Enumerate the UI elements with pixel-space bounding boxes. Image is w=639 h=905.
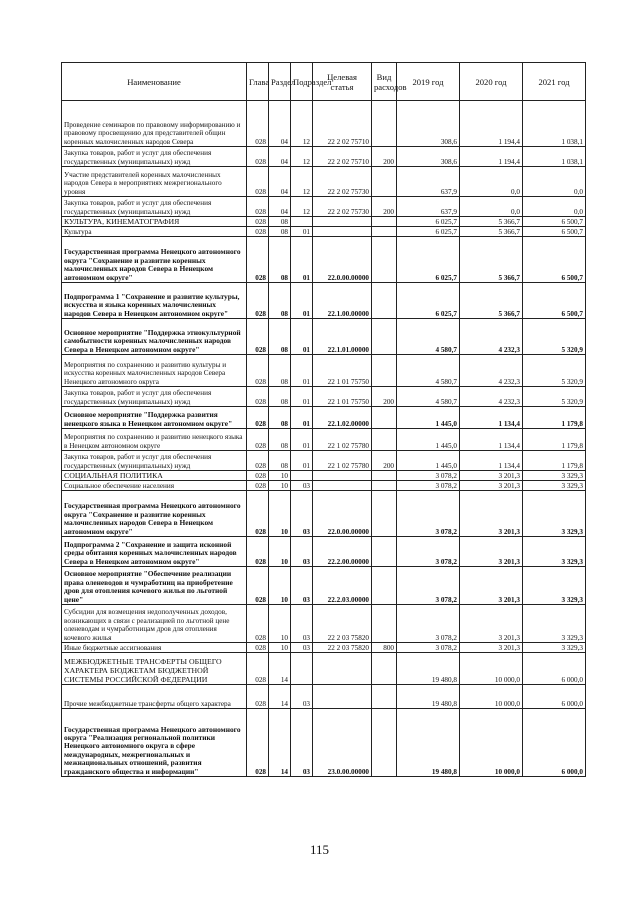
row-name: Мероприятия по сохранению и развитию ненецкого языка в Ненецком автономном округе bbox=[62, 429, 247, 451]
row-name: Участие представителей коренных малочисленных народов Севера в мероприятиях межрегионального уровня bbox=[62, 167, 247, 197]
table-row bbox=[62, 355, 586, 387]
row-celevaya: 22 1 01 75750 bbox=[313, 355, 372, 387]
row-razdel: 04 bbox=[269, 101, 291, 147]
header-glava: Глава bbox=[247, 63, 269, 101]
row-2021: 6 500,7 bbox=[523, 217, 586, 227]
row-vid: 200 bbox=[372, 387, 397, 407]
row-glava: 028 bbox=[247, 643, 269, 653]
row-2021: 3 329,3 bbox=[523, 605, 586, 643]
row-podrazdel bbox=[291, 217, 313, 227]
row-glava: 028 bbox=[247, 167, 269, 197]
row-glava: 028 bbox=[247, 605, 269, 643]
row-podrazdel: 01 bbox=[291, 451, 313, 471]
row-vid bbox=[372, 217, 397, 227]
row-vid bbox=[372, 283, 397, 319]
row-2019: 6 025,7 bbox=[397, 227, 460, 237]
row-celevaya: 22 2 03 75820 bbox=[313, 643, 372, 653]
row-razdel: 04 bbox=[269, 167, 291, 197]
row-vid bbox=[372, 319, 397, 355]
row-razdel: 14 bbox=[269, 653, 291, 685]
row-2019: 6 025,7 bbox=[397, 217, 460, 227]
row-razdel: 10 bbox=[269, 491, 291, 537]
header-razdel: Раздел bbox=[269, 63, 291, 101]
row-razdel: 10 bbox=[269, 643, 291, 653]
row-vid bbox=[372, 429, 397, 451]
table-row bbox=[62, 101, 586, 147]
row-glava: 028 bbox=[247, 355, 269, 387]
row-glava: 028 bbox=[247, 537, 269, 567]
row-celevaya bbox=[313, 217, 372, 227]
row-vid bbox=[372, 653, 397, 685]
row-celevaya: 22 2 02 75710 bbox=[313, 101, 372, 147]
row-razdel: 08 bbox=[269, 283, 291, 319]
row-2019: 3 078,2 bbox=[397, 491, 460, 537]
row-podrazdel: 01 bbox=[291, 283, 313, 319]
row-name: Иные бюджетные ассигнования bbox=[62, 643, 247, 653]
row-vid bbox=[372, 355, 397, 387]
row-name: Государственная программа Ненецкого автономного округа "Сохранение и развитие коренных малочисленных народов Севера в Ненецком автономном округе" bbox=[62, 491, 247, 537]
table-row bbox=[62, 167, 586, 197]
row-2021: 6 000,0 bbox=[523, 709, 586, 777]
row-2021: 5 320,9 bbox=[523, 355, 586, 387]
row-2021: 6 500,7 bbox=[523, 237, 586, 283]
row-2021: 1 179,8 bbox=[523, 429, 586, 451]
row-razdel: 10 bbox=[269, 471, 291, 481]
row-vid bbox=[372, 407, 397, 429]
row-glava: 028 bbox=[247, 147, 269, 167]
row-podrazdel: 01 bbox=[291, 429, 313, 451]
row-2020: 10 000,0 bbox=[460, 685, 523, 709]
row-vid bbox=[372, 605, 397, 643]
row-razdel: 08 bbox=[269, 227, 291, 237]
row-vid: 800 bbox=[372, 643, 397, 653]
row-name: Социальное обеспечение населения bbox=[62, 481, 247, 491]
row-2020: 3 201,3 bbox=[460, 491, 523, 537]
row-glava: 028 bbox=[247, 653, 269, 685]
row-2020: 4 232,3 bbox=[460, 387, 523, 407]
row-podrazdel bbox=[291, 471, 313, 481]
row-podrazdel: 01 bbox=[291, 355, 313, 387]
row-2021: 1 038,1 bbox=[523, 101, 586, 147]
row-glava: 028 bbox=[247, 283, 269, 319]
row-2020: 1 134,4 bbox=[460, 429, 523, 451]
row-celevaya: 22 1 02 75780 bbox=[313, 451, 372, 471]
row-glava: 028 bbox=[247, 567, 269, 605]
row-2021: 0,0 bbox=[523, 167, 586, 197]
row-podrazdel: 01 bbox=[291, 227, 313, 237]
row-podrazdel: 03 bbox=[291, 709, 313, 777]
row-podrazdel: 01 bbox=[291, 319, 313, 355]
row-2021: 3 329,3 bbox=[523, 643, 586, 653]
table-row bbox=[62, 319, 586, 355]
row-podrazdel: 03 bbox=[291, 605, 313, 643]
table-row bbox=[62, 537, 586, 567]
row-vid: 200 bbox=[372, 197, 397, 217]
row-2019: 308,6 bbox=[397, 101, 460, 147]
row-razdel: 08 bbox=[269, 387, 291, 407]
row-razdel: 10 bbox=[269, 567, 291, 605]
row-2021: 1 179,8 bbox=[523, 451, 586, 471]
row-2021: 0,0 bbox=[523, 197, 586, 217]
row-2019: 3 078,2 bbox=[397, 567, 460, 605]
row-2019: 19 480,8 bbox=[397, 653, 460, 685]
row-2021: 1 179,8 bbox=[523, 407, 586, 429]
row-celevaya: 22.0.00.00000 bbox=[313, 491, 372, 537]
row-name: Культура bbox=[62, 227, 247, 237]
row-podrazdel: 03 bbox=[291, 567, 313, 605]
header-2021: 2021 год bbox=[523, 63, 586, 101]
row-name: Основное мероприятие "Поддержка этнокультурной самобытности коренных малочисленных народов Севера в Ненецком автономном округе" bbox=[62, 319, 247, 355]
row-razdel: 04 bbox=[269, 147, 291, 167]
row-podrazdel: 01 bbox=[291, 407, 313, 429]
table-row bbox=[62, 429, 586, 451]
row-2019: 3 078,2 bbox=[397, 643, 460, 653]
row-name: Закупка товаров, работ и услуг для обеспечения государственных (муниципальных) нужд bbox=[62, 387, 247, 407]
row-2019: 3 078,2 bbox=[397, 537, 460, 567]
row-glava: 028 bbox=[247, 481, 269, 491]
row-glava: 028 bbox=[247, 319, 269, 355]
row-glava: 028 bbox=[247, 227, 269, 237]
row-2019: 3 078,2 bbox=[397, 481, 460, 491]
row-razdel: 10 bbox=[269, 481, 291, 491]
row-vid bbox=[372, 685, 397, 709]
row-podrazdel: 12 bbox=[291, 147, 313, 167]
row-2020: 4 232,3 bbox=[460, 355, 523, 387]
row-razdel: 08 bbox=[269, 319, 291, 355]
table-row bbox=[62, 709, 586, 777]
table-row bbox=[62, 407, 586, 429]
row-2020: 3 201,3 bbox=[460, 643, 523, 653]
row-razdel: 08 bbox=[269, 217, 291, 227]
row-razdel: 08 bbox=[269, 429, 291, 451]
row-name: СОЦИАЛЬНАЯ ПОЛИТИКА bbox=[62, 471, 247, 481]
row-vid bbox=[372, 567, 397, 605]
row-2021: 5 320,9 bbox=[523, 387, 586, 407]
row-podrazdel: 03 bbox=[291, 685, 313, 709]
header-podrazdel: Подраздел bbox=[291, 63, 313, 101]
row-vid bbox=[372, 537, 397, 567]
row-2019: 19 480,8 bbox=[397, 685, 460, 709]
row-vid bbox=[372, 101, 397, 147]
row-name: МЕЖБЮДЖЕТНЫЕ ТРАНСФЕРТЫ ОБЩЕГО ХАРАКТЕРА БЮДЖЕТАМ БЮДЖЕТНОЙ СИСТЕМЫ РОССИЙСКОЙ ФЕДЕРАЦИИ bbox=[62, 653, 247, 685]
row-2019: 4 580,7 bbox=[397, 319, 460, 355]
row-celevaya bbox=[313, 227, 372, 237]
row-2021: 6 000,0 bbox=[523, 653, 586, 685]
table-row bbox=[62, 567, 586, 605]
row-2019: 1 445,0 bbox=[397, 451, 460, 471]
table-row bbox=[62, 685, 586, 709]
table-row bbox=[62, 227, 586, 237]
row-2020: 5 366,7 bbox=[460, 283, 523, 319]
row-2019: 308,6 bbox=[397, 147, 460, 167]
row-2019: 6 025,7 bbox=[397, 237, 460, 283]
table-row bbox=[62, 237, 586, 283]
row-name: Основное мероприятие "Поддержка развития ненецкого языка в Ненецком автономном округе" bbox=[62, 407, 247, 429]
row-podrazdel: 03 bbox=[291, 537, 313, 567]
row-2021: 3 329,3 bbox=[523, 481, 586, 491]
row-2021: 3 329,3 bbox=[523, 491, 586, 537]
row-celevaya: 22 1 01 75750 bbox=[313, 387, 372, 407]
row-name: Государственная программа Ненецкого автономного округа "Сохранение и развитие коренных малочисленных народов Севера в Ненецком автономном округе" bbox=[62, 237, 247, 283]
table-row bbox=[62, 605, 586, 643]
row-name: Основное мероприятие "Обеспечение реализации права оленеводов и чумработниц на приобретение дров для отопления кочевого жилья по льготной цене" bbox=[62, 567, 247, 605]
row-2020: 0,0 bbox=[460, 197, 523, 217]
row-vid bbox=[372, 481, 397, 491]
row-2021: 3 329,3 bbox=[523, 471, 586, 481]
table-row bbox=[62, 643, 586, 653]
row-glava: 028 bbox=[247, 387, 269, 407]
row-2019: 3 078,2 bbox=[397, 605, 460, 643]
row-glava: 028 bbox=[247, 217, 269, 227]
row-glava: 028 bbox=[247, 685, 269, 709]
row-2020: 1 194,4 bbox=[460, 101, 523, 147]
header-name: Наименование bbox=[62, 63, 247, 101]
row-celevaya bbox=[313, 481, 372, 491]
row-celevaya: 22.2.00.00000 bbox=[313, 537, 372, 567]
header-row bbox=[62, 63, 586, 101]
page-number: 115 bbox=[309, 842, 330, 857]
row-celevaya: 22 2 02 75730 bbox=[313, 167, 372, 197]
table-row bbox=[62, 197, 586, 217]
row-celevaya: 22 2 02 75730 bbox=[313, 197, 372, 217]
row-celevaya bbox=[313, 471, 372, 481]
row-2019: 19 480,8 bbox=[397, 709, 460, 777]
row-vid bbox=[372, 471, 397, 481]
table-row bbox=[62, 283, 586, 319]
row-celevaya: 22.2.03.00000 bbox=[313, 567, 372, 605]
row-podrazdel: 12 bbox=[291, 101, 313, 147]
row-celevaya: 22 2 02 75710 bbox=[313, 147, 372, 167]
row-name: Субсидии для возмещения недополученных доходов, возникающих в связи с реализацией по льготной цене оленеводам и чумработницам дров для отопления кочевого жилья bbox=[62, 605, 247, 643]
row-name: Проведение семинаров по правовому информированию и правовому просвещению для представителей общин коренных малочисленных народов Севера bbox=[62, 101, 247, 147]
row-name: Прочие межбюджетные трансферты общего характера bbox=[62, 685, 247, 709]
row-vid: 200 bbox=[372, 451, 397, 471]
row-razdel: 08 bbox=[269, 451, 291, 471]
row-2019: 637,9 bbox=[397, 167, 460, 197]
row-name: КУЛЬТУРА, КИНЕМАТОГРАФИЯ bbox=[62, 217, 247, 227]
row-vid bbox=[372, 167, 397, 197]
row-glava: 028 bbox=[247, 491, 269, 537]
row-2020: 1 134,4 bbox=[460, 451, 523, 471]
row-glava: 028 bbox=[247, 197, 269, 217]
row-podrazdel: 12 bbox=[291, 197, 313, 217]
table-row bbox=[62, 481, 586, 491]
row-name: Мероприятия по сохранению и развитию культуры и искусства коренных малочисленных народов Севера Ненецкого автономного округа bbox=[62, 355, 247, 387]
header-vid: Вид расходов bbox=[372, 63, 397, 101]
row-name: Подпрограмма 1 "Сохранение и развитие культуры, искусства и языка коренных малочисленных народов Севера в Ненецком автономном округе" bbox=[62, 283, 247, 319]
row-celevaya: 22.1.02.00000 bbox=[313, 407, 372, 429]
row-podrazdel: 01 bbox=[291, 237, 313, 283]
row-razdel: 10 bbox=[269, 537, 291, 567]
row-name: Закупка товаров, работ и услуг для обеспечения государственных (муниципальных) нужд bbox=[62, 451, 247, 471]
row-2020: 1 194,4 bbox=[460, 147, 523, 167]
row-2019: 4 580,7 bbox=[397, 387, 460, 407]
row-podrazdel: 03 bbox=[291, 491, 313, 537]
row-podrazdel: 12 bbox=[291, 167, 313, 197]
row-celevaya: 22.0.00.00000 bbox=[313, 237, 372, 283]
row-2020: 10 000,0 bbox=[460, 709, 523, 777]
header-2020: 2020 год bbox=[460, 63, 523, 101]
row-2020: 3 201,3 bbox=[460, 537, 523, 567]
row-celevaya: 22.1.01.00000 bbox=[313, 319, 372, 355]
row-glava: 028 bbox=[247, 451, 269, 471]
header-2019: 2019 год bbox=[397, 63, 460, 101]
row-glava: 028 bbox=[247, 407, 269, 429]
row-razdel: 14 bbox=[269, 709, 291, 777]
table-row bbox=[62, 471, 586, 481]
row-2021: 3 329,3 bbox=[523, 567, 586, 605]
row-podrazdel: 01 bbox=[291, 387, 313, 407]
row-2020: 3 201,3 bbox=[460, 567, 523, 605]
row-vid bbox=[372, 237, 397, 283]
row-glava: 028 bbox=[247, 709, 269, 777]
row-2020: 4 232,3 bbox=[460, 319, 523, 355]
row-2021: 1 038,1 bbox=[523, 147, 586, 167]
row-razdel: 08 bbox=[269, 355, 291, 387]
row-2020: 5 366,7 bbox=[460, 237, 523, 283]
row-2020: 3 201,3 bbox=[460, 481, 523, 491]
row-razdel: 04 bbox=[269, 197, 291, 217]
table-row bbox=[62, 451, 586, 471]
table-row bbox=[62, 147, 586, 167]
row-name: Закупка товаров, работ и услуг для обеспечения государственных (муниципальных) нужд bbox=[62, 197, 247, 217]
row-2020: 10 000,0 bbox=[460, 653, 523, 685]
row-glava: 028 bbox=[247, 237, 269, 283]
row-celevaya bbox=[313, 685, 372, 709]
row-2019: 1 445,0 bbox=[397, 407, 460, 429]
row-celevaya: 22 2 03 75820 bbox=[313, 605, 372, 643]
row-2020: 3 201,3 bbox=[460, 471, 523, 481]
table-row bbox=[62, 217, 586, 227]
row-vid bbox=[372, 491, 397, 537]
row-glava: 028 bbox=[247, 101, 269, 147]
row-2020: 3 201,3 bbox=[460, 605, 523, 643]
row-razdel: 08 bbox=[269, 237, 291, 283]
table-row bbox=[62, 653, 586, 685]
row-2019: 6 025,7 bbox=[397, 283, 460, 319]
table-body bbox=[62, 101, 586, 777]
row-vid: 200 bbox=[372, 147, 397, 167]
row-razdel: 08 bbox=[269, 407, 291, 429]
row-podrazdel: 03 bbox=[291, 643, 313, 653]
table-row bbox=[62, 491, 586, 537]
row-celevaya: 23.0.00.00000 bbox=[313, 709, 372, 777]
row-name: Подпрограмма 2 "Сохранение и защита исконной среды обитания коренных малочисленных народов Севера в Ненецком автономном округе" bbox=[62, 537, 247, 567]
row-2021: 6 000,0 bbox=[523, 685, 586, 709]
row-celevaya: 22.1.00.00000 bbox=[313, 283, 372, 319]
budget-table bbox=[61, 62, 586, 777]
row-2021: 5 320,9 bbox=[523, 319, 586, 355]
row-2020: 1 134,4 bbox=[460, 407, 523, 429]
row-podrazdel bbox=[291, 653, 313, 685]
row-2020: 5 366,7 bbox=[460, 227, 523, 237]
row-2019: 1 445,0 bbox=[397, 429, 460, 451]
row-vid bbox=[372, 709, 397, 777]
row-celevaya: 22 1 02 75780 bbox=[313, 429, 372, 451]
row-razdel: 10 bbox=[269, 605, 291, 643]
row-celevaya bbox=[313, 653, 372, 685]
row-name: Государственная программа Ненецкого автономного округа "Реализация региональной политики Ненецкого автономного округа в сфере международных, межрегиональных и межнациональных отношений, развития гражданского общества и информации" bbox=[62, 709, 247, 777]
row-name: Закупка товаров, работ и услуг для обеспечения государственных (муниципальных) нужд bbox=[62, 147, 247, 167]
row-2021: 6 500,7 bbox=[523, 283, 586, 319]
row-2021: 3 329,3 bbox=[523, 537, 586, 567]
table-row bbox=[62, 387, 586, 407]
row-podrazdel: 03 bbox=[291, 481, 313, 491]
row-vid bbox=[372, 227, 397, 237]
row-2021: 6 500,7 bbox=[523, 227, 586, 237]
row-2019: 3 078,2 bbox=[397, 471, 460, 481]
row-glava: 028 bbox=[247, 471, 269, 481]
row-2019: 4 580,7 bbox=[397, 355, 460, 387]
header-celevaya: Целевая статья bbox=[313, 63, 372, 101]
row-glava: 028 bbox=[247, 429, 269, 451]
row-2020: 5 366,7 bbox=[460, 217, 523, 227]
row-2019: 637,9 bbox=[397, 197, 460, 217]
row-2020: 0,0 bbox=[460, 167, 523, 197]
row-razdel: 14 bbox=[269, 685, 291, 709]
